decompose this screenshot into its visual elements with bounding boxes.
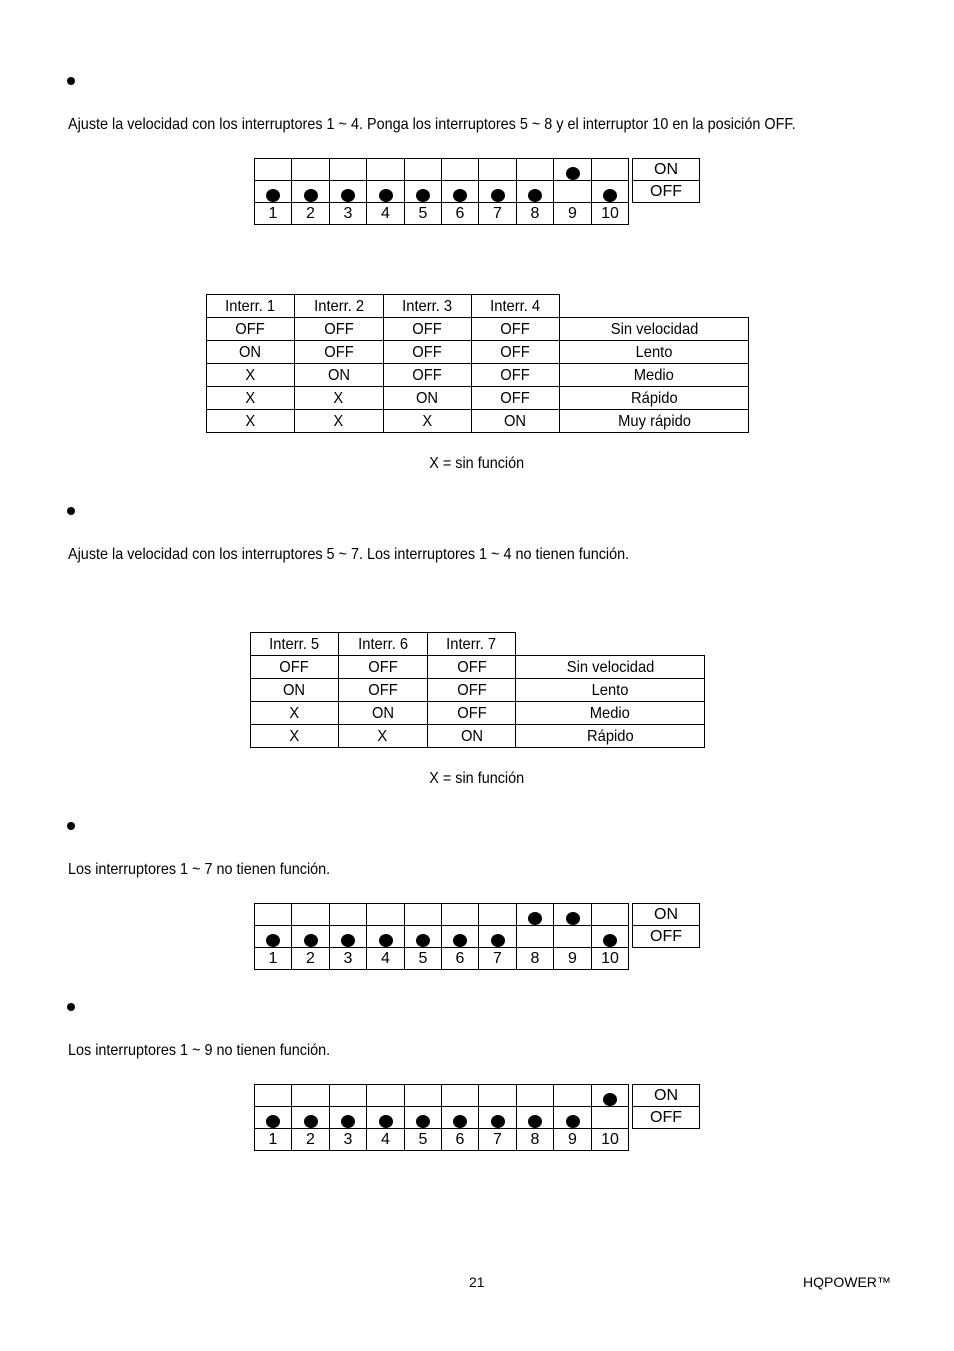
switch-number: 7 (478, 1128, 517, 1151)
table-cell: OFF (251, 656, 339, 679)
switch-number: 4 (366, 947, 405, 970)
switch-number: 5 (404, 947, 442, 970)
switch-off-cell (553, 180, 592, 203)
switch-number: 3 (329, 202, 367, 225)
switch-number: 1 (254, 947, 292, 970)
brand-name: HQPOWER™ (803, 1274, 891, 1290)
bullet-1 (67, 77, 75, 85)
table-cell: OFF (471, 341, 560, 364)
table-cell: OFF (427, 679, 516, 702)
switch-on-cell (404, 158, 442, 181)
switch-on-cell (254, 903, 292, 926)
dip-on-label: ON (632, 903, 700, 926)
switch-number: 6 (441, 947, 479, 970)
table-cell: OFF (471, 318, 560, 341)
switch-on-cell (441, 1084, 479, 1107)
switch-number: 6 (441, 202, 479, 225)
section-1-text: Ajuste la velocidad con los interruptores 1 ~ 4. Ponga los interruptores 5 ~ 8 y el interruptor 10 en la posición OFF. (68, 116, 796, 133)
switch-on-cell (404, 1084, 442, 1107)
switch-position-dot (379, 189, 393, 202)
switch-on-cell (553, 1084, 592, 1107)
table-cell-speed: Muy rápido (560, 410, 749, 433)
switch-position-dot (603, 934, 617, 947)
table-header: Interr. 5 (251, 633, 339, 656)
switch-on-cell (291, 1084, 330, 1107)
switch-number: 5 (404, 202, 442, 225)
switch-on-cell (441, 903, 479, 926)
bullet-4 (67, 1003, 75, 1011)
dip-on-label: ON (632, 158, 700, 181)
switch-position-dot (491, 1115, 505, 1128)
switch-number: 7 (478, 202, 517, 225)
switch-number: 8 (516, 947, 554, 970)
switch-number: 10 (591, 202, 629, 225)
switch-position-dot (379, 934, 393, 947)
switch-position-dot (528, 1115, 542, 1128)
table-header-row (251, 633, 705, 656)
table-header: Interr. 3 (383, 295, 471, 318)
table-cell: ON (251, 679, 339, 702)
dip-switch-diagram-3 (254, 1084, 700, 1154)
switch-number: 10 (591, 1128, 629, 1151)
switch-number: 2 (291, 202, 330, 225)
table-2-note: X = sin función (429, 770, 525, 787)
table-cell-speed: Lento (516, 679, 705, 702)
table-row (207, 387, 749, 410)
switch-position-dot (341, 1115, 355, 1128)
switch-on-cell (516, 158, 554, 181)
dip-switch-diagram-2 (254, 903, 700, 973)
table-header: Interr. 7 (427, 633, 516, 656)
section-2-text: Ajuste la velocidad con los interruptores 5 ~ 7. Los interruptores 1 ~ 4 no tienen función. (68, 546, 630, 563)
table-cell-speed: Medio (560, 364, 749, 387)
switch-number: 8 (516, 1128, 554, 1151)
switch-position-dot (304, 934, 318, 947)
switch-number: 3 (329, 947, 367, 970)
switch-number: 4 (366, 202, 405, 225)
table-row (251, 702, 705, 725)
table-header: Interr. 4 (471, 295, 560, 318)
switch-number: 4 (366, 1128, 405, 1151)
table-cell: ON (207, 341, 295, 364)
table-row (251, 679, 705, 702)
table-header: Interr. 6 (338, 633, 427, 656)
switch-on-cell (591, 158, 629, 181)
switch-position-dot (304, 1115, 318, 1128)
table-header: Interr. 1 (207, 295, 295, 318)
table-cell-speed: Sin velocidad (560, 318, 749, 341)
table-cell: ON (471, 410, 560, 433)
switch-position-dot (341, 934, 355, 947)
switch-on-cell (516, 1084, 554, 1107)
dip-off-label: OFF (632, 925, 700, 948)
table-cell: ON (294, 364, 383, 387)
switch-number: 2 (291, 1128, 330, 1151)
switch-position-dot (566, 1115, 580, 1128)
table-header-blank (516, 633, 705, 656)
switch-position-dot (603, 189, 617, 202)
switch-position-dot (491, 934, 505, 947)
switch-position-dot (266, 189, 280, 202)
switch-number: 6 (441, 1128, 479, 1151)
table-cell: OFF (383, 364, 471, 387)
dip-off-label: OFF (632, 180, 700, 203)
table-header-row (207, 295, 749, 318)
table-cell: OFF (427, 702, 516, 725)
switch-position-dot (603, 1093, 617, 1106)
table-cell: OFF (294, 341, 383, 364)
switch-number: 1 (254, 1128, 292, 1151)
switch-number: 9 (553, 947, 592, 970)
table-cell: X (251, 725, 339, 748)
switch-position-dot (453, 934, 467, 947)
speed-table-2 (250, 632, 705, 748)
switch-number: 1 (254, 202, 292, 225)
table-cell: ON (383, 387, 471, 410)
switch-on-cell (478, 1084, 517, 1107)
switch-on-cell (366, 903, 405, 926)
table-cell: OFF (471, 387, 560, 410)
table-1-note: X = sin función (429, 455, 525, 472)
table-row (207, 364, 749, 387)
switch-number: 3 (329, 1128, 367, 1151)
switch-position-dot (416, 934, 430, 947)
table-row (251, 725, 705, 748)
section-3-text: Los interruptores 1 ~ 7 no tienen función. (68, 861, 331, 878)
switch-on-cell (329, 158, 367, 181)
table-cell: X (294, 387, 383, 410)
bullet-3 (67, 822, 75, 830)
table-cell: X (338, 725, 427, 748)
table-cell-speed: Medio (516, 702, 705, 725)
switch-position-dot (491, 189, 505, 202)
switch-on-cell (591, 903, 629, 926)
table-cell: OFF (383, 318, 471, 341)
switch-position-dot (266, 934, 280, 947)
table-cell: X (207, 410, 295, 433)
switch-position-dot (453, 1115, 467, 1128)
table-cell: X (294, 410, 383, 433)
dip-switch-diagram-1 (254, 158, 700, 228)
bullet-2 (67, 507, 75, 515)
switch-number: 9 (553, 202, 592, 225)
switch-position-dot (304, 189, 318, 202)
switch-on-cell (254, 158, 292, 181)
table-cell-speed: Rápido (560, 387, 749, 410)
switch-number: 7 (478, 947, 517, 970)
table-cell-speed: Rápido (516, 725, 705, 748)
switch-on-cell (291, 158, 330, 181)
switch-on-cell (329, 903, 367, 926)
table-cell-speed: Lento (560, 341, 749, 364)
table-cell: OFF (383, 341, 471, 364)
switch-number: 8 (516, 202, 554, 225)
table-cell: X (251, 702, 339, 725)
switch-number: 5 (404, 1128, 442, 1151)
switch-number: 9 (553, 1128, 592, 1151)
table-cell: X (207, 364, 295, 387)
table-cell: ON (427, 725, 516, 748)
table-cell: OFF (338, 656, 427, 679)
switch-on-cell (254, 1084, 292, 1107)
switch-number: 10 (591, 947, 629, 970)
switch-position-dot (566, 167, 580, 180)
table-row (207, 318, 749, 341)
switch-position-dot (453, 189, 467, 202)
switch-position-dot (528, 189, 542, 202)
table-row (207, 410, 749, 433)
switch-on-cell (329, 1084, 367, 1107)
switch-position-dot (341, 189, 355, 202)
switch-on-cell (478, 158, 517, 181)
switch-on-cell (404, 903, 442, 926)
switch-position-dot (528, 912, 542, 925)
switch-off-cell (516, 925, 554, 948)
switch-on-cell (478, 903, 517, 926)
table-header-blank (560, 295, 749, 318)
switch-on-cell (366, 158, 405, 181)
table-cell: OFF (207, 318, 295, 341)
table-header: Interr. 2 (294, 295, 383, 318)
speed-table-1 (206, 294, 749, 433)
section-4-text: Los interruptores 1 ~ 9 no tienen función. (68, 1042, 331, 1059)
switch-on-cell (366, 1084, 405, 1107)
switch-on-cell (441, 158, 479, 181)
dip-on-label: ON (632, 1084, 700, 1107)
page-number: 21 (469, 1274, 485, 1290)
table-row (251, 656, 705, 679)
table-cell: OFF (427, 656, 516, 679)
switch-position-dot (416, 189, 430, 202)
switch-number: 2 (291, 947, 330, 970)
table-cell: ON (338, 702, 427, 725)
table-cell: OFF (471, 364, 560, 387)
table-cell: X (207, 387, 295, 410)
dip-off-label: OFF (632, 1106, 700, 1129)
switch-position-dot (416, 1115, 430, 1128)
table-cell: X (383, 410, 471, 433)
table-cell-speed: Sin velocidad (516, 656, 705, 679)
table-row (207, 341, 749, 364)
switch-on-cell (291, 903, 330, 926)
table-cell: OFF (294, 318, 383, 341)
switch-position-dot (379, 1115, 393, 1128)
switch-off-cell (591, 1106, 629, 1129)
switch-position-dot (566, 912, 580, 925)
switch-off-cell (553, 925, 592, 948)
table-cell: OFF (338, 679, 427, 702)
switch-position-dot (266, 1115, 280, 1128)
